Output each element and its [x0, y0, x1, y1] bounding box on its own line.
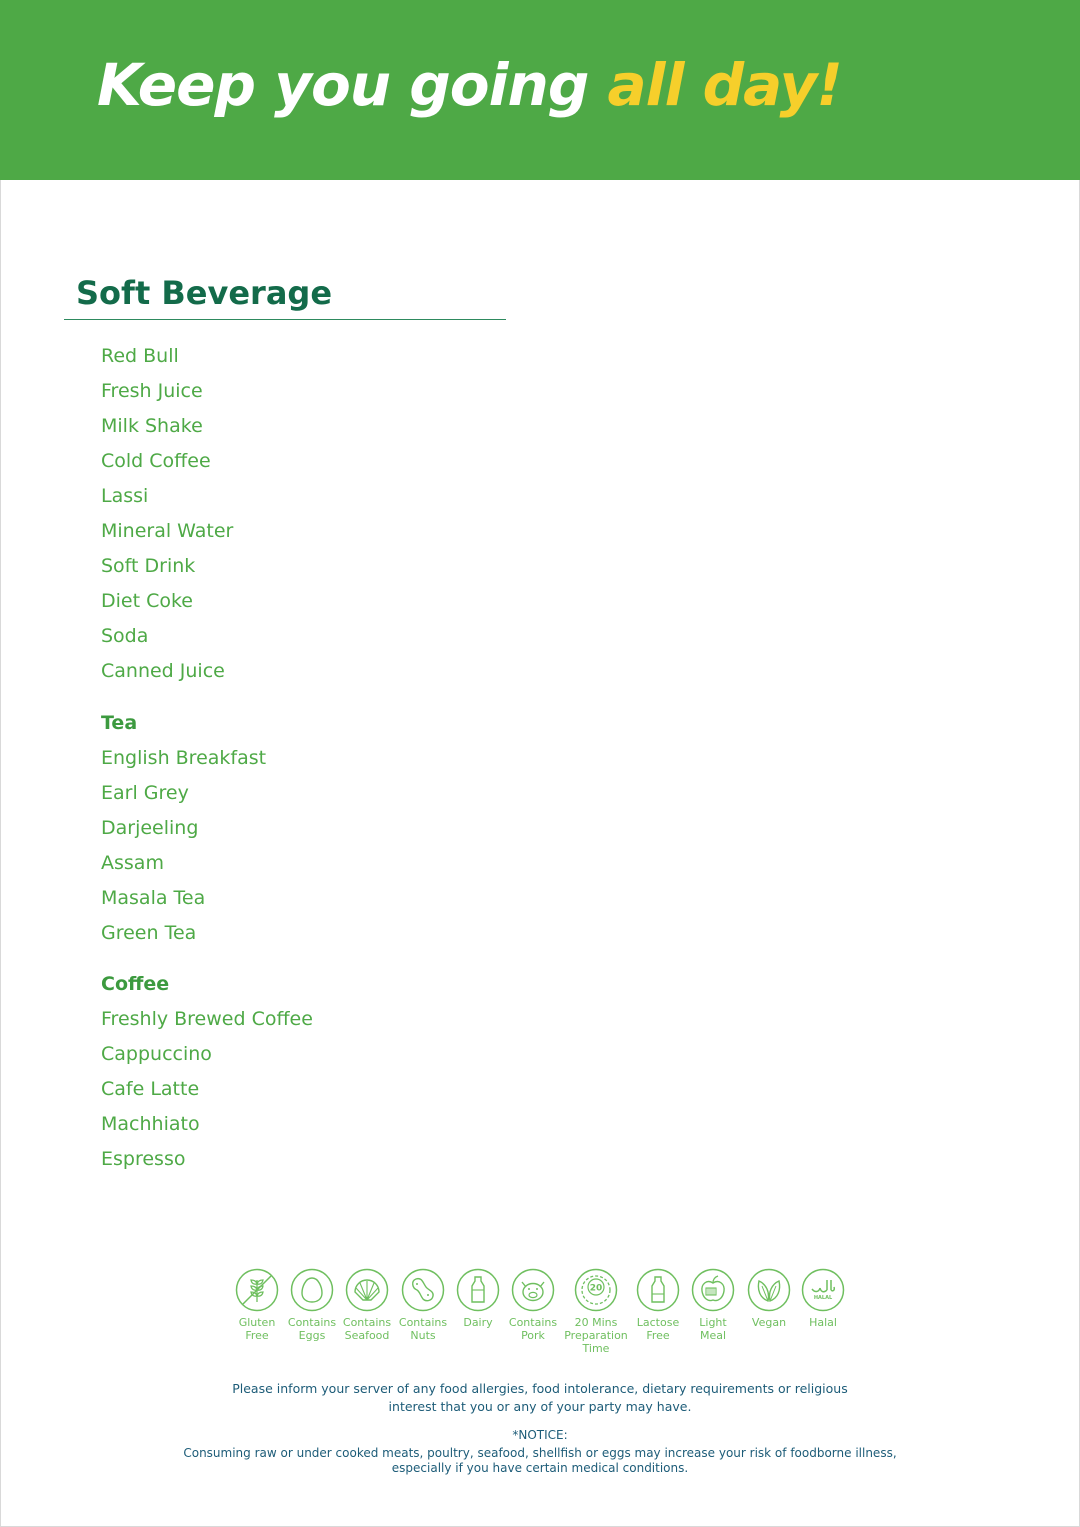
menu-item: Red Bull	[101, 345, 179, 367]
notice-label: *NOTICE:	[512, 1428, 568, 1442]
menu-item: Assam	[101, 852, 164, 874]
notice-line: Consuming raw or under cooked meats, poultry, seafood, shellfish or eggs may increase your risk of foodborne illness,	[183, 1446, 897, 1460]
subheading-coffee: Coffee	[101, 973, 170, 995]
legend-label: Light Meal	[699, 1316, 727, 1342]
vegan-icon	[747, 1268, 791, 1312]
menu-item: English Breakfast	[101, 747, 267, 769]
halal-badge: HALAL	[813, 1295, 833, 1301]
timer-icon	[574, 1268, 618, 1312]
light-meal-icon	[691, 1268, 735, 1312]
allergy-info	[0, 1380, 1080, 1416]
menu-item: Mineral Water	[101, 520, 234, 542]
legend-label: Contains Seafood	[342, 1316, 392, 1342]
subheading-tea: Tea	[101, 712, 138, 734]
allergy-info-line: Please inform your server of any food allergies, food intolerance, dietary requirements or religious	[232, 1381, 848, 1396]
menu-item: Freshly Brewed Coffee	[101, 1008, 313, 1030]
pork-icon	[511, 1268, 555, 1312]
legend-label: Halal	[809, 1316, 837, 1329]
menu-item: Lassi	[101, 485, 149, 507]
legend-label: Contains Pork	[508, 1316, 558, 1342]
legend-label: 20 Mins Preparation Time	[564, 1316, 628, 1355]
dietary-legend	[229, 1268, 854, 1358]
menu-item: Espresso	[101, 1148, 186, 1170]
notice-line: especially if you have certain medical conditions.	[391, 1461, 689, 1475]
legend-label: Dairy	[463, 1316, 493, 1329]
header-banner	[0, 0, 1080, 180]
allergy-info-line: interest that you or any of your party may have.	[388, 1399, 692, 1414]
menu-item: Soda	[101, 625, 149, 647]
section-title: Soft Beverage	[76, 274, 333, 312]
eggs-icon	[290, 1268, 334, 1312]
legend-item-seafood	[335, 1268, 399, 1342]
menu-item: Cafe Latte	[101, 1078, 200, 1100]
seafood-icon	[345, 1268, 389, 1312]
legend-item-pork	[501, 1268, 565, 1342]
headline-highlight: all day!	[607, 51, 842, 119]
lactose-free-icon	[636, 1268, 680, 1312]
legend-item-halal	[791, 1268, 855, 1329]
menu-item: Cold Coffee	[101, 450, 211, 472]
nuts-icon	[401, 1268, 445, 1312]
legend-label: Contains Eggs	[287, 1316, 337, 1342]
gluten-free-icon	[235, 1268, 279, 1312]
menu-item: Diet Coke	[101, 590, 193, 612]
menu-item: Milk Shake	[101, 415, 203, 437]
headline	[97, 50, 842, 120]
legend-item-prep-time	[564, 1268, 628, 1355]
menu-item: Green Tea	[101, 922, 197, 944]
headline-main: Keep you going	[97, 51, 608, 119]
menu-item: Fresh Juice	[101, 380, 203, 402]
legend-label: Lactose Free	[636, 1316, 680, 1342]
legend-label: Vegan	[751, 1316, 787, 1329]
menu-item: Canned Juice	[101, 660, 225, 682]
halal-icon	[801, 1268, 845, 1312]
menu-item: Soft Drink	[101, 555, 196, 577]
legend-label: Contains Nuts	[398, 1316, 448, 1342]
menu-item: Earl Grey	[101, 782, 189, 804]
menu-item: Cappuccino	[101, 1043, 212, 1065]
dairy-icon	[456, 1268, 500, 1312]
notice-text	[0, 1446, 1080, 1476]
menu-item: Machhiato	[101, 1113, 200, 1135]
menu-item: Masala Tea	[101, 887, 206, 909]
legend-item-light-meal	[681, 1268, 745, 1342]
section-divider	[64, 319, 506, 320]
timer-badge: 20	[589, 1283, 603, 1294]
legend-label: Gluten Free	[238, 1316, 276, 1342]
menu-item: Darjeeling	[101, 817, 199, 839]
